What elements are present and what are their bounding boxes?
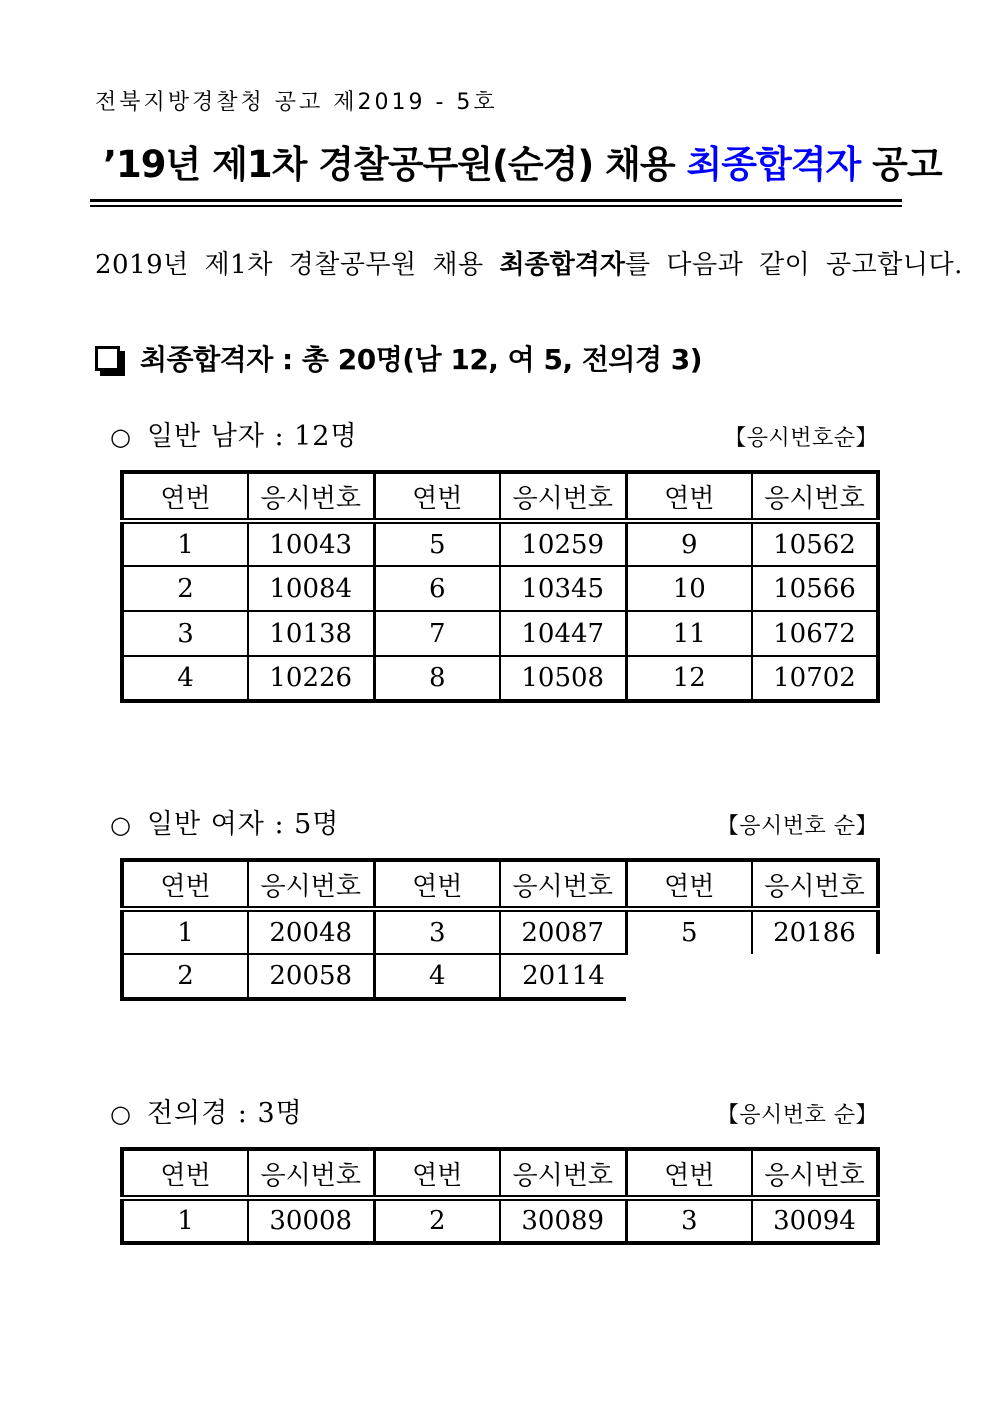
data-cell: 1 [122,521,248,566]
column-header-cell: 연번 [374,1149,500,1198]
column-header-cell: 연번 [374,472,500,521]
table-row [122,954,878,999]
intro-bold: 최종합격자 [499,250,626,280]
data-cell: 10226 [248,656,374,701]
table-row [122,1198,878,1243]
section-title-female: 일반 여자 : 5명 [146,809,340,840]
column-header-cell: 응시번호 [752,1149,878,1198]
table-header-row [122,1149,878,1198]
column-header-cell: 연번 [374,860,500,909]
roster-table-conscript [120,1147,880,1245]
section-head-conscript [110,1091,878,1130]
data-cell: 2 [122,566,248,611]
data-cell: 11 [626,611,752,656]
data-cell: 5 [374,521,500,566]
data-cell: 3 [122,611,248,656]
page-title-highlight: 최종합격자 [686,143,861,186]
table-row [122,656,878,701]
intro-post: 를 다음과 같이 공고합니다. [625,250,963,280]
column-header-cell: 응시번호 [500,860,626,909]
table-row [122,521,878,566]
page-title [95,140,942,190]
data-cell: 20058 [248,954,374,999]
intro-paragraph [95,247,963,283]
table-row [122,566,878,611]
data-cell: 10345 [500,566,626,611]
table-row [122,909,878,954]
column-header-cell: 응시번호 [752,860,878,909]
data-cell: 20186 [752,909,878,954]
column-header-cell: 연번 [626,472,752,521]
column-header-cell: 응시번호 [500,1149,626,1198]
section-title-male: 일반 남자 : 12명 [146,421,358,452]
table-header-row [122,472,878,521]
column-header-cell: 연번 [626,1149,752,1198]
page-title-pre: ’19년 제1차 경찰공무원(순경) 채용 [103,143,687,186]
data-cell: 10562 [752,521,878,566]
circle-bullet-icon: ○ [110,423,131,451]
data-cell: 30094 [752,1198,878,1243]
section-head-male [110,414,878,453]
data-cell: 2 [122,954,248,999]
circle-bullet-icon: ○ [110,811,131,839]
data-cell: 6 [374,566,500,611]
data-cell: 7 [374,611,500,656]
roster-table-male [120,470,880,703]
square-bullet-icon [95,346,120,371]
column-header-cell: 응시번호 [500,472,626,521]
data-cell: 30008 [248,1198,374,1243]
roster-table-female [120,858,880,1001]
sort-order-note-female: 【응시번호 순】 [716,814,878,839]
data-cell: 10084 [248,566,374,611]
data-cell: 20114 [500,954,626,999]
column-header-cell: 연번 [626,860,752,909]
summary-heading-label: 최종합격자 : 총 20명(남 12, 여 5, 전의경 3) [140,343,703,376]
data-cell: 30089 [500,1198,626,1243]
section-title-conscript: 전의경 : 3명 [146,1098,303,1129]
data-cell: 5 [626,909,752,954]
data-cell: 3 [626,1198,752,1243]
data-cell [626,954,752,999]
data-cell: 10259 [500,521,626,566]
data-cell: 20087 [500,909,626,954]
intro-pre: 2019년 제1차 경찰공무원 채용 [95,250,500,280]
sort-order-note-conscript: 【응시번호 순】 [716,1103,878,1128]
data-cell: 10 [626,566,752,611]
data-cell: 10043 [248,521,374,566]
title-double-rule [90,199,902,207]
data-cell: 10138 [248,611,374,656]
column-header-cell: 응시번호 [248,1149,374,1198]
table-row [122,611,878,656]
data-cell: 2 [374,1198,500,1243]
data-cell: 10508 [500,656,626,701]
sort-order-note-male: 【응시번호순】 [724,426,878,451]
table-header-row [122,860,878,909]
data-cell: 10702 [752,656,878,701]
data-cell [752,954,878,999]
data-cell: 20048 [248,909,374,954]
column-header-cell: 응시번호 [248,860,374,909]
data-cell: 4 [374,954,500,999]
column-header-cell: 응시번호 [752,472,878,521]
data-cell: 1 [122,909,248,954]
data-cell: 1 [122,1198,248,1243]
data-cell: 8 [374,656,500,701]
data-cell: 12 [626,656,752,701]
page-title-post: 공고 [860,143,942,186]
data-cell: 10566 [752,566,878,611]
data-cell: 3 [374,909,500,954]
doc-number: 전북지방경찰청 공고 제2019 - 5호 [95,90,498,115]
data-cell: 10672 [752,611,878,656]
section-head-female [110,802,878,841]
data-cell: 9 [626,521,752,566]
circle-bullet-icon: ○ [110,1100,131,1128]
column-header-cell: 연번 [122,1149,248,1198]
data-cell: 10447 [500,611,626,656]
column-header-cell: 연번 [122,860,248,909]
column-header-cell: 응시번호 [248,472,374,521]
column-header-cell: 연번 [122,472,248,521]
summary-heading [95,338,897,378]
data-cell: 4 [122,656,248,701]
